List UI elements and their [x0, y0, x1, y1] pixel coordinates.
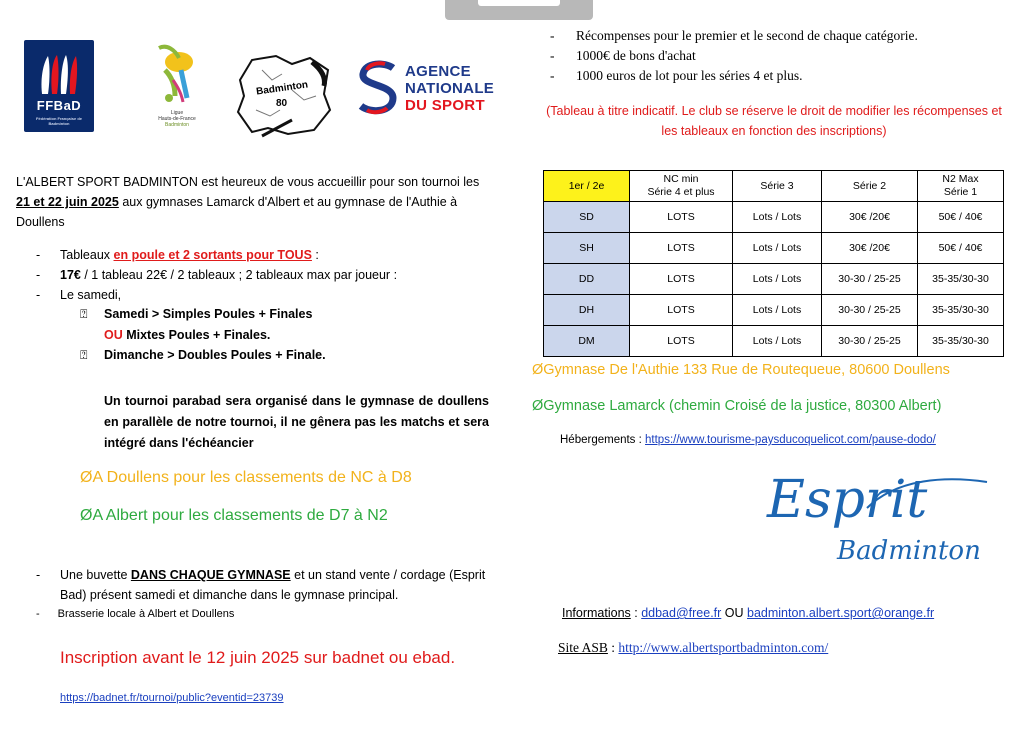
table-header-cell: [918, 171, 1004, 202]
ans-line1: AGENCE: [405, 63, 471, 80]
parabad-paragraph: Un tournoi parabad sera organisé dans le gymnase de doullens en parallèle de notre tournoi, il ne gênera pas les matchs et sera intégré dans l'échéancier: [104, 394, 489, 450]
table-cell: SH: [544, 233, 630, 264]
indicative-note: (Tableau à titre indicatif. Le club se réserve le droit de modifier les récompenses et les tableaux en fonction des inscriptions): [546, 104, 1002, 138]
informations-sep: :: [630, 606, 642, 620]
esprit-line1: Esprit: [767, 470, 928, 530]
table-cell: 35-35/30-30: [918, 295, 1004, 326]
table-cell: Lots / Lots: [733, 202, 822, 233]
table-cell: LOTS: [630, 326, 733, 357]
table-row: [544, 202, 1004, 233]
buvette-text: Une buvette: [60, 568, 131, 582]
schedule-mixtes: [104, 328, 514, 342]
tableaux-label: Tableaux: [60, 248, 114, 262]
top-overlay-bar: [445, 0, 593, 20]
ans-logo: [355, 60, 505, 118]
price-detail: / 1 tableau 22€ / 2 tableaux ; 2 tableaux max par joueur :: [80, 268, 398, 282]
email-albert-link[interactable]: badminton.albert.sport@orange.fr: [747, 606, 935, 620]
bullet-tableaux: - Tableaux en poule et 2 sortants pour TOUS :: [36, 248, 319, 262]
bullet-prix: - 17€ / 1 tableau 22€ / 2 tableaux ; 2 tableaux max par joueur :: [36, 268, 398, 282]
ans-s-icon: [355, 60, 401, 116]
badnet-link[interactable]: https://badnet.fr/tournoi/public?eventid=23739: [60, 692, 284, 704]
site-sep: :: [607, 640, 619, 655]
brasserie-bullet: - Brasserie locale à Albert et Doullens: [36, 608, 235, 620]
table-cell: LOTS: [630, 295, 733, 326]
intro-text-end: aux gymnases Lamarck d'Albert et au gymnase de l'Authie à Doullens: [16, 195, 458, 229]
header-text: NC min Série 4 et plus: [647, 173, 715, 198]
gymnase-lamarck: ØGymnase Lamarck (chemin Croisé de la justice, 80300 Albert): [532, 398, 942, 414]
informations-label: Informations: [562, 606, 631, 620]
doullens-classements: ØA Doullens pour les classements de NC à D8: [80, 469, 412, 486]
buvette-bullet: - Une buvette DANS CHAQUE GYMNASE et un stand vente / cordage (Esprit Bad) présent samedi et dimanche dans le gymnase principal.: [36, 568, 486, 602]
ligue-logo: [145, 40, 209, 136]
tableaux-bullets: [36, 245, 496, 305]
hebergements-label: Hébergements :: [560, 434, 646, 446]
tableaux-colon: :: [311, 248, 319, 262]
header-text: N2 Max Série 1: [942, 173, 979, 198]
header-text: Série 3: [760, 179, 794, 192]
intro-text: L'ALBERT SPORT BADMINTON est heureux de vous accueillir pour son tournoi les: [16, 175, 480, 189]
dimanche-text: Dimanche > Doubles Poules + Finale.: [104, 348, 326, 362]
bullet-mark-icon: ⍰: [80, 348, 88, 362]
table-cell: DM: [544, 326, 630, 357]
tableaux-format: en poule et 2 sortants pour TOUS: [113, 248, 312, 262]
table-header-cell: [733, 171, 822, 202]
table-cell: SD: [544, 202, 630, 233]
prize-table: [543, 170, 1004, 357]
schedule-simples: [80, 307, 490, 322]
table-cell: Lots / Lots: [733, 326, 822, 357]
ans-line3: DU SPORT: [405, 97, 485, 114]
table-header-cell: [544, 171, 630, 202]
table-header-cell: [630, 171, 733, 202]
informations-ou: OU: [721, 606, 748, 620]
b80-line2: 80: [276, 98, 288, 109]
buvette-highlight: DANS CHAQUE GYMNASE: [130, 568, 291, 582]
table-cell: 30-30 / 25-25: [822, 326, 918, 357]
table-cell: LOTS: [630, 202, 733, 233]
bullet-samedi: - Le samedi,: [36, 285, 496, 305]
ffbad-subtitle: Fédération Française de Badminton: [35, 116, 82, 126]
table-cell: 30€ /20€: [822, 202, 918, 233]
site-asb-link[interactable]: http://www.albertsportbadminton.com/: [618, 640, 829, 655]
hebergements: [560, 434, 936, 446]
table-cell: 50€ / 40€: [918, 233, 1004, 264]
table-row: [544, 233, 1004, 264]
table-row: [544, 264, 1004, 295]
inscription-deadline: Inscription avant le 12 juin 2025 sur badnet ou ebad.: [60, 648, 456, 667]
hebergements-link[interactable]: https://www.tourisme-paysducoquelicot.com/pause-dodo/: [645, 434, 936, 446]
bullet-mark-icon: ⍰: [80, 307, 88, 321]
ligue-line1: Ligue: [170, 110, 184, 116]
ans-line2: NATIONALE: [405, 80, 495, 97]
reward-text: 1000 euros de lot pour les séries 4 et plus.: [576, 68, 803, 83]
price-one: 17€: [60, 268, 81, 282]
table-cell: 30-30 / 25-25: [822, 295, 918, 326]
table-cell: 30-30 / 25-25: [822, 264, 918, 295]
schedule-dimanche: [80, 348, 490, 363]
table-cell: 35-35/30-30: [918, 326, 1004, 357]
site-line: [558, 640, 828, 656]
somme-map-icon: [232, 50, 337, 140]
table-cell: Lots / Lots: [733, 233, 822, 264]
email-ddbad-link[interactable]: ddbad@free.fr: [641, 606, 722, 620]
b80-line1: Badminton: [255, 79, 309, 98]
table-cell: 35-35/30-30: [918, 264, 1004, 295]
esprit-line2: Badminton: [837, 536, 981, 566]
intro-paragraph: [16, 172, 486, 232]
top-overlay-handle: [478, 0, 560, 6]
albert-classements: ØA Albert pour les classements de D7 à N2: [80, 507, 388, 524]
table-cell: DH: [544, 295, 630, 326]
table-header-cell: [822, 171, 918, 202]
ligue-line2: Hauts-de-France: [158, 116, 196, 122]
table-cell: Lots / Lots: [733, 295, 822, 326]
buvette-text-end: et un stand vente / cordage (Esprit Bad) présent samedi et dimanche dans le gymnase principal.: [60, 568, 486, 602]
table-row: [544, 326, 1004, 357]
shuttlecock-feathers-icon: [36, 54, 82, 96]
ffbad-logo: [24, 40, 94, 132]
ans-text: [405, 63, 494, 114]
mixtes-text: Mixtes Poules + Finales.: [122, 328, 271, 342]
reward-text: Récompenses pour le premier et le second de chaque catégorie.: [576, 28, 918, 43]
esprit-badminton-logo: [747, 468, 1013, 594]
samedi-label: Le samedi,: [60, 288, 122, 302]
table-cell: 30€ /20€: [822, 233, 918, 264]
table-row: [544, 295, 1004, 326]
site-label: Site ASB: [558, 640, 608, 655]
table-cell: Lots / Lots: [733, 264, 822, 295]
informations-line: [562, 606, 934, 620]
ligue-line3: Badminton: [165, 122, 189, 128]
ffbad-name: FFBaD: [36, 98, 82, 113]
table-cell: 50€ / 40€: [918, 202, 1004, 233]
gymnase-authie: ØGymnase De l'Authie 133 Rue de Routequeue, 80600 Doullens: [532, 362, 950, 378]
reward-text: 1000€ de bons d'achat: [576, 48, 696, 63]
ou-text: OU: [104, 328, 123, 342]
header-text: Série 2: [852, 179, 887, 192]
tournament-dates: 21 et 22 juin 2025: [16, 195, 119, 209]
table-cell: LOTS: [630, 233, 733, 264]
simples-text: Samedi > Simples Poules + Finales: [104, 307, 313, 321]
table-cell: LOTS: [630, 264, 733, 295]
header-text: 1er / 2e: [568, 179, 605, 192]
badminton-80-logo: [232, 50, 337, 140]
brasserie-text: Brasserie locale à Albert et Doullens: [57, 608, 235, 620]
table-header-row: [544, 171, 1004, 202]
ligue-shuttle-icon: [145, 40, 209, 110]
ligue-name: [145, 110, 209, 128]
table-cell: DD: [544, 264, 630, 295]
